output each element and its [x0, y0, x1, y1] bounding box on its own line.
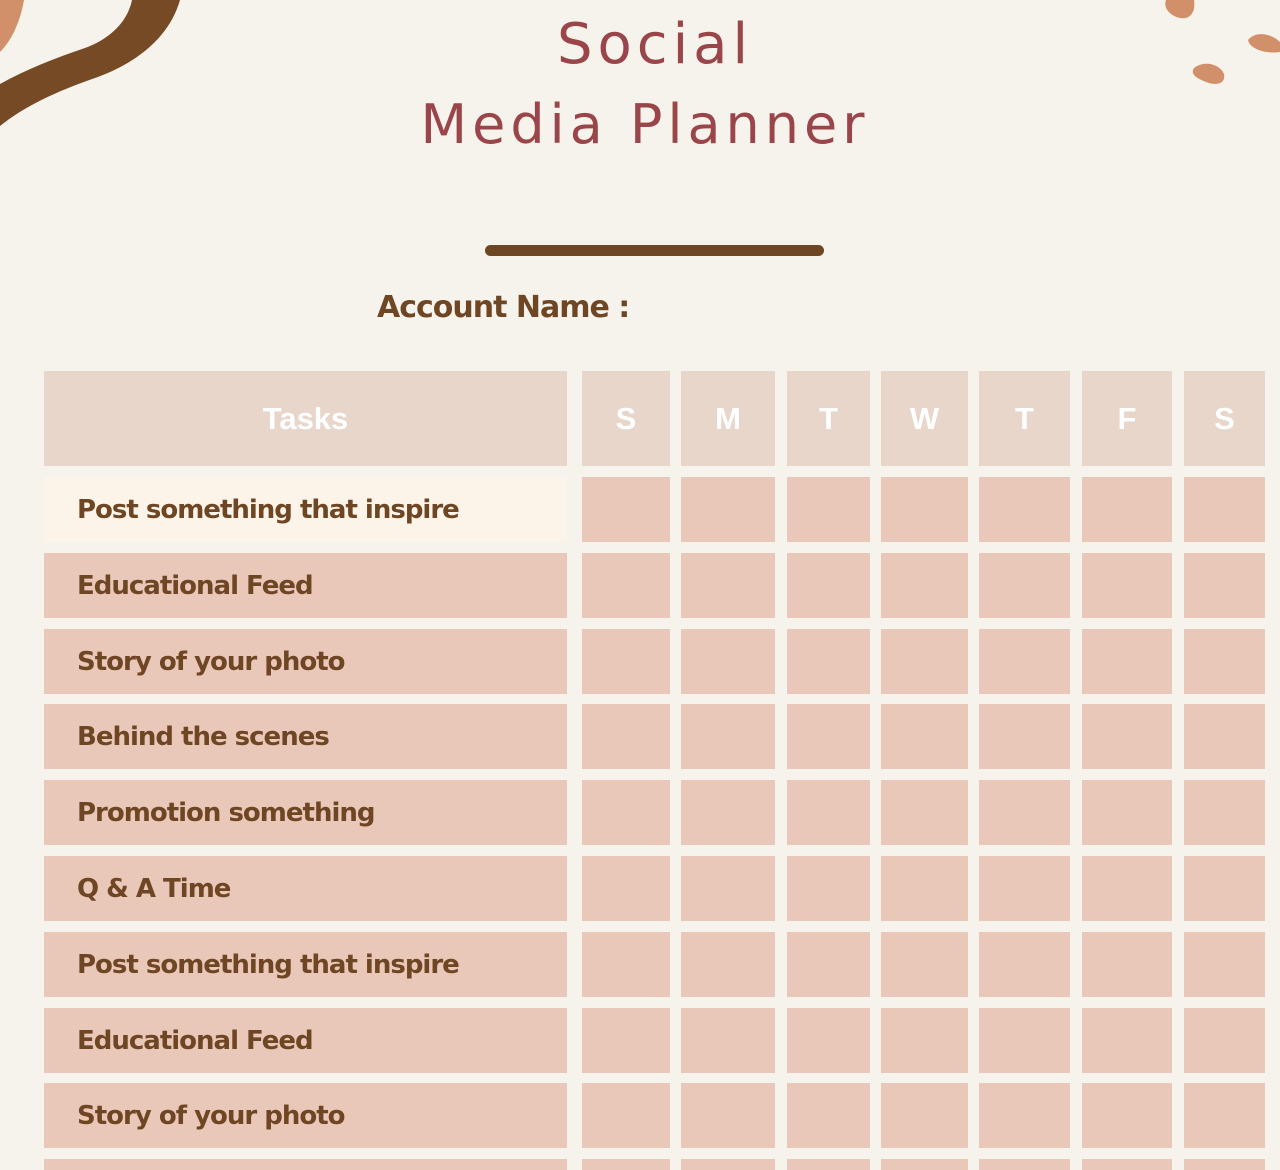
day-checkbox-cell[interactable] — [1184, 477, 1265, 542]
day-checkbox-cell[interactable] — [787, 856, 870, 921]
day-checkbox-cell[interactable] — [979, 553, 1070, 618]
day-checkbox-cell[interactable] — [1082, 1008, 1172, 1073]
day-checkbox-cell[interactable] — [582, 1159, 670, 1170]
day-checkbox-cell[interactable] — [681, 629, 775, 694]
day-checkbox-cell[interactable] — [681, 1159, 775, 1170]
day-checkbox-cell[interactable] — [979, 780, 1070, 845]
task-cell[interactable]: Q & A Time — [44, 856, 567, 921]
day-checkbox-cell[interactable] — [582, 477, 670, 542]
day-checkbox-cell[interactable] — [1184, 704, 1265, 769]
day-checkbox-cell[interactable] — [1082, 553, 1172, 618]
task-cell[interactable]: Post something that inspire — [44, 477, 567, 542]
day-checkbox-cell[interactable] — [881, 477, 968, 542]
day-checkbox-cell[interactable] — [582, 629, 670, 694]
day-checkbox-cell[interactable] — [881, 1083, 968, 1148]
day-checkbox-cell[interactable] — [582, 932, 670, 997]
day-checkbox-cell[interactable] — [1082, 932, 1172, 997]
day-checkbox-cell[interactable] — [1184, 1159, 1265, 1170]
day-checkbox-cell[interactable] — [787, 1083, 870, 1148]
page-title-line-2: Media Planner — [420, 93, 870, 156]
day-checkbox-cell[interactable] — [1184, 780, 1265, 845]
account-name-label: Account Name : — [377, 290, 630, 325]
day-checkbox-cell[interactable] — [582, 856, 670, 921]
day-checkbox-cell[interactable] — [582, 553, 670, 618]
day-checkbox-cell[interactable] — [881, 553, 968, 618]
day-checkbox-cell[interactable] — [787, 553, 870, 618]
day-checkbox-cell[interactable] — [681, 932, 775, 997]
day-checkbox-cell[interactable] — [681, 704, 775, 769]
day-checkbox-cell[interactable] — [979, 1008, 1070, 1073]
day-checkbox-cell[interactable] — [1082, 780, 1172, 845]
task-cell[interactable]: Story of your photo — [44, 629, 567, 694]
day-checkbox-cell[interactable] — [1184, 1008, 1265, 1073]
day-checkbox-cell[interactable] — [1082, 629, 1172, 694]
day-checkbox-cell[interactable] — [881, 704, 968, 769]
day-checkbox-cell[interactable] — [881, 780, 968, 845]
day-checkbox-cell[interactable] — [1184, 932, 1265, 997]
day-checkbox-cell[interactable] — [681, 553, 775, 618]
day-column-header: T — [979, 371, 1070, 466]
day-checkbox-cell[interactable] — [979, 856, 1070, 921]
day-checkbox-cell[interactable] — [1082, 704, 1172, 769]
day-checkbox-cell[interactable] — [582, 704, 670, 769]
tasks-column-header: Tasks — [44, 371, 567, 466]
day-checkbox-cell[interactable] — [787, 477, 870, 542]
day-checkbox-cell[interactable] — [787, 629, 870, 694]
day-checkbox-cell[interactable] — [1082, 856, 1172, 921]
day-checkbox-cell[interactable] — [979, 629, 1070, 694]
day-column-header: S — [582, 371, 670, 466]
day-column-header: F — [1082, 371, 1172, 466]
day-checkbox-cell[interactable] — [881, 932, 968, 997]
day-checkbox-cell[interactable] — [787, 780, 870, 845]
task-cell[interactable]: Post something that inspire — [44, 932, 567, 997]
page-title-line-1: Social — [556, 12, 754, 77]
day-column-header: M — [681, 371, 775, 466]
day-checkbox-cell[interactable] — [881, 856, 968, 921]
day-checkbox-cell[interactable] — [1184, 553, 1265, 618]
day-checkbox-cell[interactable] — [1082, 1083, 1172, 1148]
day-checkbox-cell[interactable] — [979, 932, 1070, 997]
task-cell[interactable]: Educational Feed — [44, 1008, 567, 1073]
day-checkbox-cell[interactable] — [582, 1008, 670, 1073]
day-checkbox-cell[interactable] — [582, 1083, 670, 1148]
day-checkbox-cell[interactable] — [1082, 477, 1172, 542]
day-checkbox-cell[interactable] — [582, 780, 670, 845]
task-cell[interactable]: Story of your photo — [44, 1083, 567, 1148]
day-column-header: S — [1184, 371, 1265, 466]
task-cell[interactable] — [44, 1159, 567, 1170]
day-checkbox-cell[interactable] — [1184, 629, 1265, 694]
day-checkbox-cell[interactable] — [681, 856, 775, 921]
task-cell[interactable]: Behind the scenes — [44, 704, 567, 769]
day-column-header: W — [881, 371, 968, 466]
day-checkbox-cell[interactable] — [979, 1159, 1070, 1170]
day-checkbox-cell[interactable] — [881, 1008, 968, 1073]
title-divider — [485, 245, 824, 256]
day-checkbox-cell[interactable] — [881, 1159, 968, 1170]
day-checkbox-cell[interactable] — [787, 1159, 870, 1170]
day-checkbox-cell[interactable] — [1184, 856, 1265, 921]
task-cell[interactable]: Promotion something — [44, 780, 567, 845]
day-checkbox-cell[interactable] — [787, 704, 870, 769]
day-checkbox-cell[interactable] — [787, 932, 870, 997]
day-checkbox-cell[interactable] — [681, 780, 775, 845]
day-checkbox-cell[interactable] — [787, 1008, 870, 1073]
day-checkbox-cell[interactable] — [979, 477, 1070, 542]
day-checkbox-cell[interactable] — [1082, 1159, 1172, 1170]
day-checkbox-cell[interactable] — [979, 1083, 1070, 1148]
day-checkbox-cell[interactable] — [881, 629, 968, 694]
day-checkbox-cell[interactable] — [681, 1083, 775, 1148]
day-column-header: T — [787, 371, 870, 466]
day-checkbox-cell[interactable] — [1184, 1083, 1265, 1148]
day-checkbox-cell[interactable] — [681, 1008, 775, 1073]
task-cell[interactable]: Educational Feed — [44, 553, 567, 618]
day-checkbox-cell[interactable] — [681, 477, 775, 542]
day-checkbox-cell[interactable] — [979, 704, 1070, 769]
